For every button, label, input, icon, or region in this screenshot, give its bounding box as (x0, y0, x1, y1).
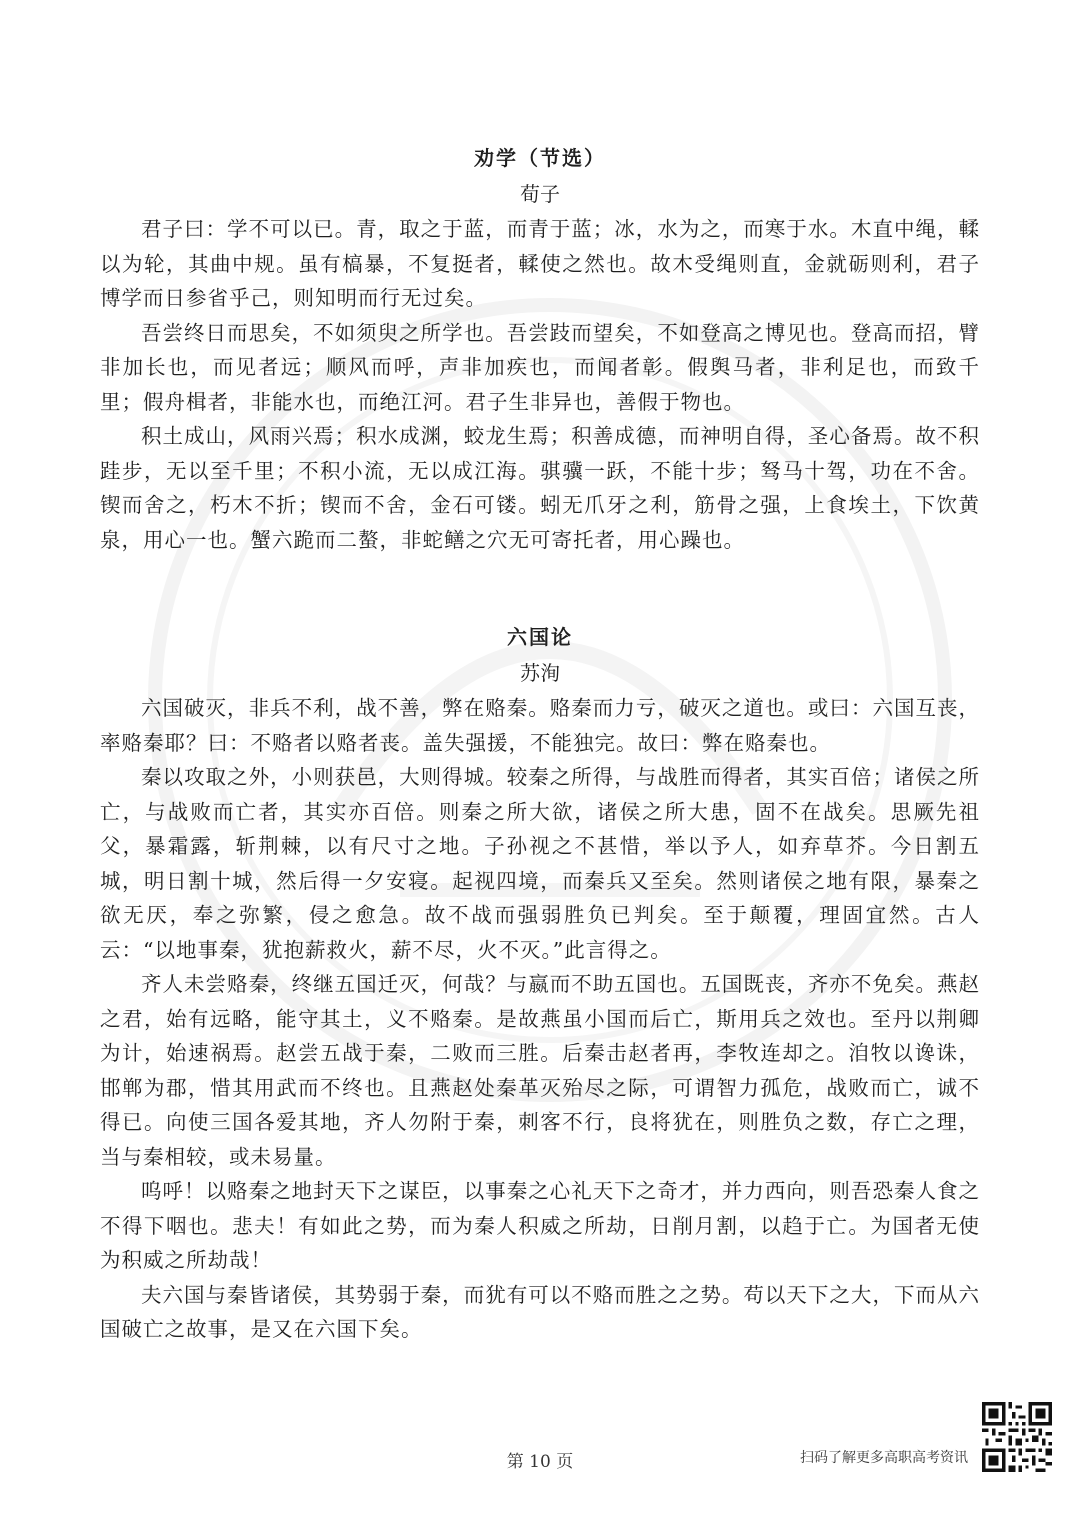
document-page (100, 130, 980, 1347)
essay-title-quanxue: 劝学（节选） (474, 146, 606, 170)
paragraph: 齐人未尝赂秦，终继五国迁灭，何哉？与嬴而不助五国也。五国既丧，齐亦不免矣。燕赵之君，始有远略，能守其土，义不赂秦。是故燕虽小国而后亡，斯用兵之效也。至丹以荆卿为计，始速祸焉。赵尝五战于秦，二败而三胜。后秦击赵者再，李牧连却之。洎牧以谗诛，邯郸为郡，惜其用武而不终也。且燕赵处秦革灭殆尽之际，可谓智力孤危，战败而亡，诚不得已。向使三国各爱其地，齐人勿附于秦，刺客不行，良将犹在，则胜负之数，存亡之理，当与秦相较，或未易量。 (100, 972, 980, 1169)
paragraph: 呜呼！以赂秦之地封天下之谋臣，以事秦之心礼天下之奇才，并力西向，则吾恐秦人食之不得下咽也。悲夫！有如此之势，而为秦人积威之所劫，日削月割，以趋于亡。为国者无使为积威之所劫哉！ (100, 1179, 980, 1272)
paragraph: 吾尝终日而思矣，不如须臾之所学也。吾尝跂而望矣，不如登高之博见也。登高而招，臂非加长也，而见者远；顺风而呼，声非加疾也，而闻者彰。假舆马者，非利足也，而致千里；假舟楫者，非能水也，而绝江河。君子生非异也，善假于物也。 (100, 320, 980, 414)
qr-code-icon[interactable] (982, 1402, 1052, 1472)
paragraph: 六国破灭，非兵不利，战不善，弊在赂秦。赂秦而力亏，破灭之道也。或曰：六国互丧，率赂秦耶？曰：不赂者以赂者丧。盖失强援，不能独完。故曰：弊在赂秦也。 (100, 696, 980, 755)
essay-author-xunzi: 荀子 (520, 182, 560, 206)
paragraph: 君子曰：学不可以已。青，取之于蓝，而青于蓝；冰，水为之，而寒于水。木直中绳，輮以为轮，其曲中规。虽有槁暴，不复挺者，輮使之然也。故木受绳则直，金就砺则利，君子博学而日参省乎己，则知明而行无过矣。 (100, 217, 980, 310)
paragraph: 夫六国与秦皆诸侯，其势弱于秦，而犹有可以不赂而胜之之势。苟以天下之大，下而从六国破亡之故事，是又在六国下矣。 (100, 1282, 980, 1341)
page-number: 第 10 页 (506, 1452, 574, 1472)
essay-author-suxun: 苏洵 (520, 661, 560, 685)
essay-title-liuguolun: 六国论 (507, 625, 573, 649)
paragraph: 秦以攻取之外，小则获邑，大则得城。较秦之所得，与战胜而得者，其实百倍；诸侯之所亡，与战败而亡者，其实亦百倍。则秦之所大欲，诸侯之所大患，固不在战矣。思厥先祖父，暴霜露，斩荆棘，以有尺寸之地。子孙视之不甚惜，举以予人，如弃草芥。今日割五城，明日割十城，然后得一夕安寝。起视四境，而秦兵又至矣。然则诸侯之地有限，暴秦之欲无厌，奉之弥繁，侵之愈急。故不战而强弱胜负已判矣。至于颠覆，理固宜然。古人云：“以地事秦，犹抱薪救火，薪不尽，火不灭。”此言得之。 (100, 765, 980, 962)
paragraph: 积土成山，风雨兴焉；积水成渊，蛟龙生焉；积善成德，而神明自得，圣心备焉。故不积跬步，无以至千里；不积小流，无以成江海。骐骥一跃，不能十步；驽马十驾，功在不舍。锲而舍之，朽木不折；锲而不舍，金石可镂。蚓无爪牙之利，筋骨之强，上食埃土，下饮黄泉，用心一也。蟹六跪而二螯，非蛇鳝之穴无可寄托者，用心躁也。 (100, 424, 980, 552)
qr-caption: 扫码了解更多高职高考资讯 (800, 1450, 968, 1466)
